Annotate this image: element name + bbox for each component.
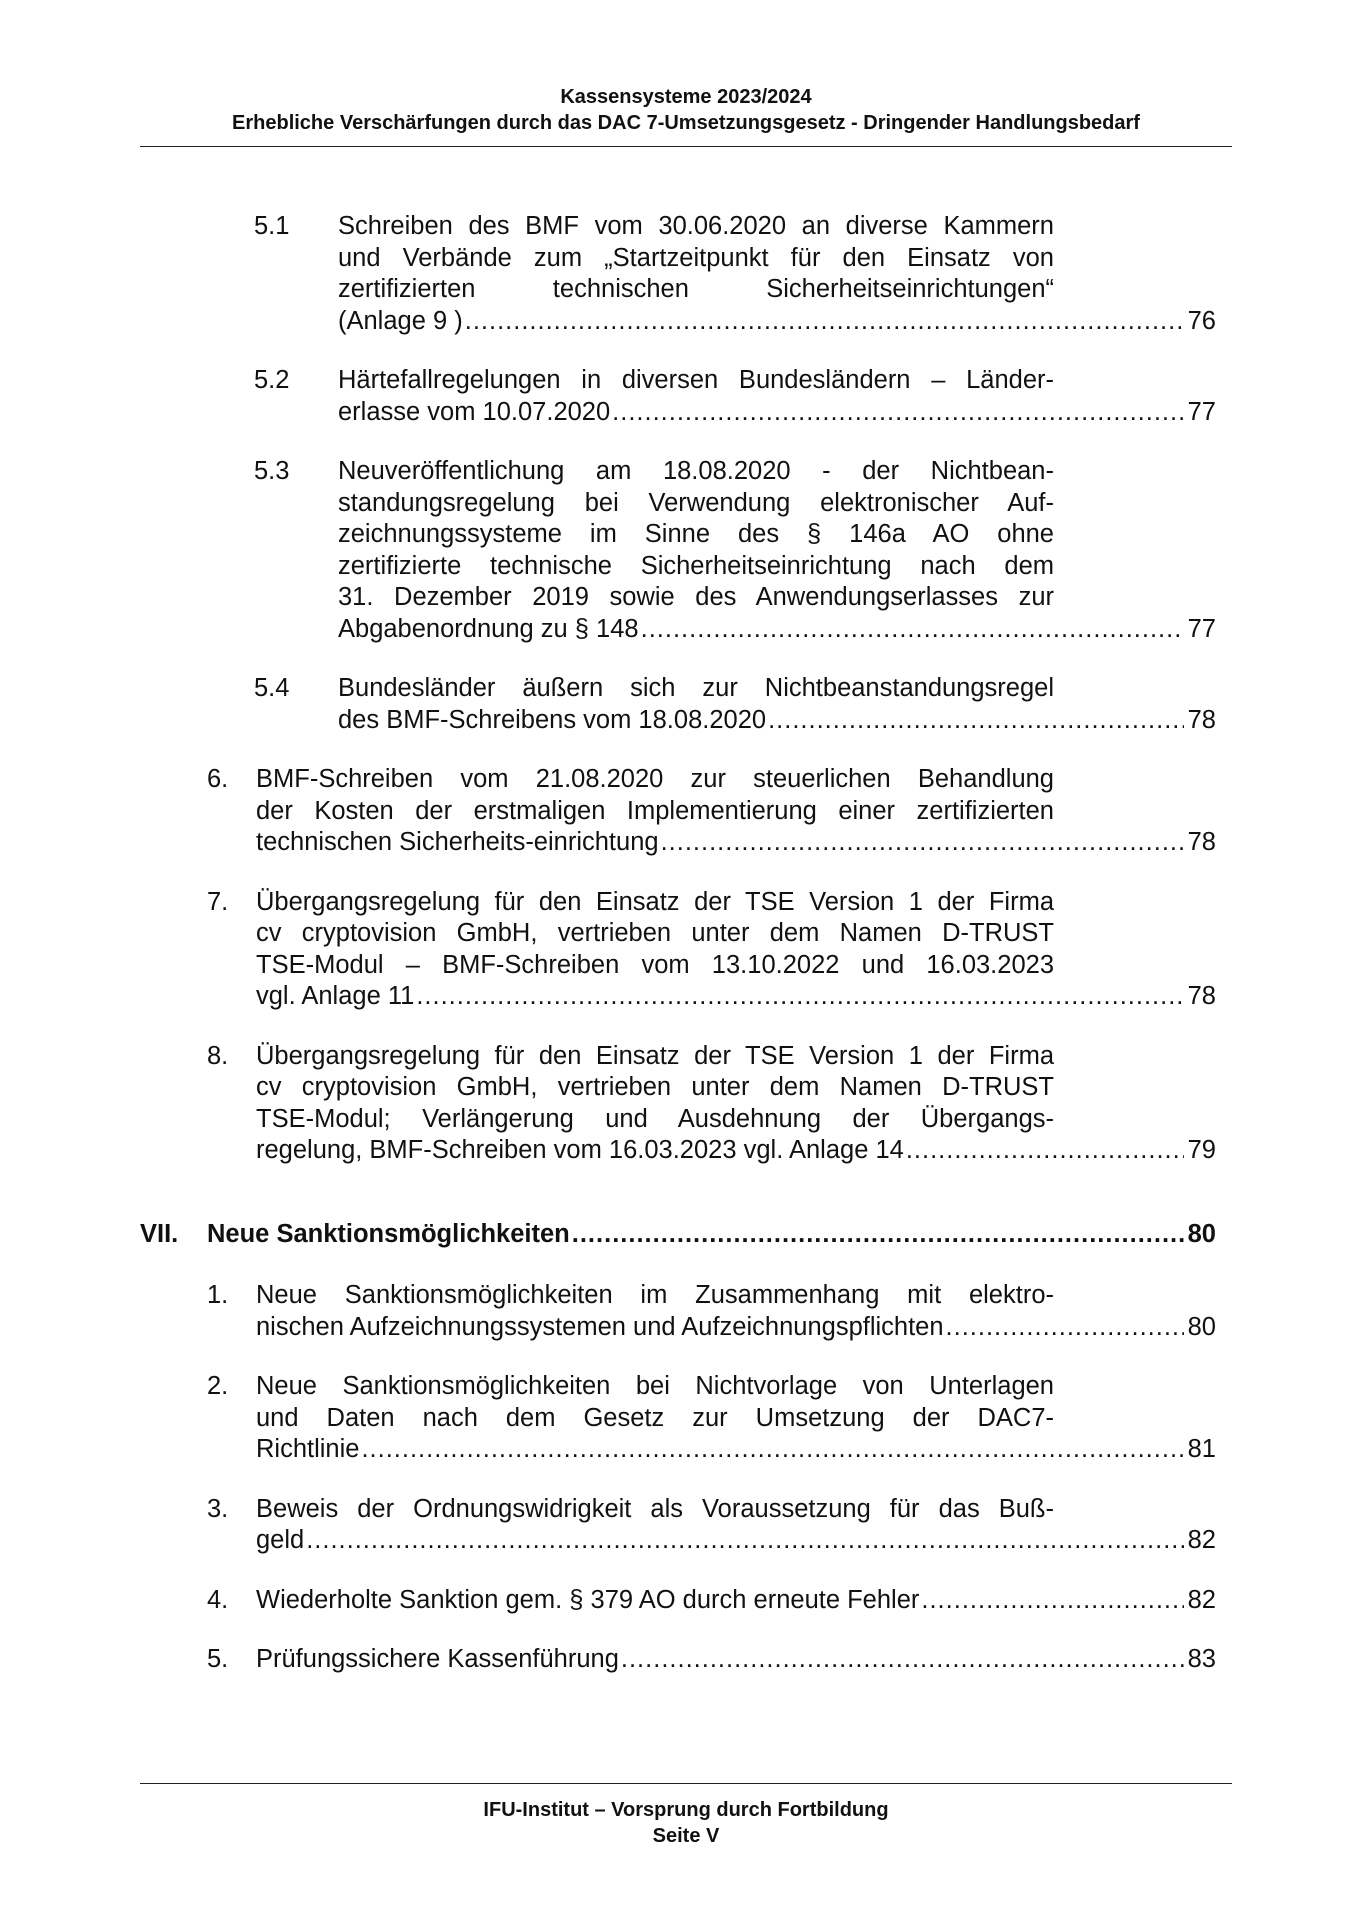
toc-number: 3. [207, 1494, 229, 1523]
toc-entry-7[interactable] [0, 887, 1358, 1013]
toc-section-vii[interactable] [0, 1219, 1358, 1251]
toc-page-number: 82 [1187, 1526, 1216, 1554]
toc-line: Neue Sanktionsmöglichkeiten im Zusammenhang mit elektro- [256, 1281, 1054, 1309]
toc-number: 8. [207, 1041, 229, 1070]
toc-line: zeichnungssysteme im Sinne des § 146a AO ohne [338, 520, 1054, 548]
toc-entry-vii-4[interactable] [0, 1585, 1358, 1617]
toc-line: Neue Sanktionsmöglichkeiten bei Nichtvorlage von Unterlagen [256, 1372, 1054, 1400]
toc-number: 7. [207, 887, 229, 916]
toc-page-number: 80 [1187, 1219, 1216, 1248]
toc-page-number: 79 [1187, 1136, 1216, 1164]
toc-entry-vii-2[interactable] [0, 1371, 1358, 1466]
dot-leader [416, 981, 1183, 1013]
toc-entry-6[interactable] [0, 764, 1358, 859]
toc-line: regelung, BMF-Schreiben vom 16.03.2023 vgl. Anlage 14 [256, 1136, 904, 1164]
toc-number: 5.2 [254, 366, 290, 394]
toc-section-number: VII. [140, 1219, 179, 1248]
toc-page-number: 82 [1187, 1585, 1216, 1614]
toc-page-number: 77 [1187, 397, 1216, 426]
toc-line: Schreiben des BMF vom 30.06.2020 an diverse Kammern [338, 212, 1054, 240]
dot-leader [465, 306, 1184, 338]
toc-line: der Kosten der erstmaligen Implementierung einer zertifizierten [256, 796, 1054, 825]
toc-line: geld [256, 1526, 305, 1554]
toc-entry-5-2[interactable] [0, 365, 1358, 428]
page-footer [140, 1797, 1232, 1849]
toc-line: Prüfungssichere Kassenführung [256, 1645, 619, 1673]
toc-line: Härtefallregelungen in diversen Bundesländern – Länder- [338, 366, 1054, 394]
footer-page-number: Seite V [652, 1825, 720, 1847]
toc-line: TSE-Modul – BMF-Schreiben vom 13.10.2022 und 16.03.2023 [256, 950, 1054, 979]
toc-entry-5-1[interactable] [0, 211, 1358, 337]
toc-page-number: 81 [1187, 1435, 1216, 1463]
toc-line: Beweis der Ordnungswidrigkeit als Voraussetzung für das Buß- [256, 1494, 1054, 1523]
toc-line: cv cryptovision GmbH, vertrieben unter dem Namen D-TRUST [256, 1073, 1054, 1101]
toc-entry-vii-1[interactable] [0, 1280, 1358, 1343]
dot-leader [921, 1585, 1183, 1617]
toc-number: 2. [207, 1372, 229, 1400]
toc-line: Neuveröffentlichung am 18.08.2020 - der Nichtbean- [338, 457, 1054, 485]
toc-number: 5.1 [254, 212, 290, 240]
toc-section-title: Neue Sanktionsmöglichkeiten [207, 1219, 570, 1248]
toc-line: Übergangsregelung für den Einsatz der TSE Version 1 der Firma [256, 887, 1054, 916]
toc-line: standungsregelung bei Verwendung elektronischer Auf- [338, 488, 1054, 517]
dot-leader [906, 1135, 1184, 1167]
toc-page-number: 78 [1187, 705, 1216, 734]
toc-line: Übergangsregelung für den Einsatz der TSE Version 1 der Firma [256, 1041, 1054, 1070]
toc-line: TSE-Modul; Verlängerung und Ausdehnung der Übergangs- [256, 1104, 1054, 1133]
header-title: Kassensysteme 2023/2024 [560, 86, 812, 108]
toc-number: 1. [207, 1281, 229, 1309]
toc-line: nischen Aufzeichnungssystemen und Aufzeichnungspflichten [256, 1312, 944, 1341]
toc-page-number: 83 [1187, 1645, 1216, 1673]
dot-leader [661, 827, 1184, 859]
dot-leader [946, 1312, 1184, 1344]
toc-page-number: 80 [1187, 1312, 1216, 1341]
dot-leader [612, 397, 1183, 429]
toc-number: 5. [207, 1645, 229, 1673]
toc-page-number: 77 [1187, 614, 1216, 643]
toc-line: zertifizierte technische Sicherheitseinrichtung nach dem [338, 551, 1054, 580]
toc-line: zertifizierten technischen Sicherheitseinrichtungen“ [338, 275, 1054, 303]
toc-entry-5-3[interactable] [0, 456, 1358, 645]
toc-line: (Anlage 9 ) [338, 306, 463, 335]
dot-leader [572, 1219, 1184, 1251]
toc-line: Wiederholte Sanktion gem. § 379 AO durch erneute Fehler [256, 1585, 920, 1614]
dot-leader [641, 614, 1184, 646]
toc-page-number: 78 [1187, 828, 1216, 856]
toc-number: 5.4 [254, 674, 290, 702]
dot-leader [621, 1644, 1184, 1676]
toc-line: erlasse vom 10.07.2020 [338, 397, 611, 426]
toc-line: Bundesländer äußern sich zur Nichtbeanstandungsregel [338, 674, 1054, 702]
dot-leader [306, 1525, 1183, 1557]
toc-number: 6. [207, 765, 229, 793]
dot-leader [361, 1434, 1183, 1466]
toc-entry-5-4[interactable] [0, 673, 1358, 736]
footer-institute: IFU-Institut – Vorsprung durch Fortbildung [483, 1799, 889, 1821]
table-of-contents [0, 211, 1358, 1704]
header-subtitle: Erhebliche Verschärfungen durch das DAC 7-Umsetzungsgesetz - Dringender Handlungsbedarf [232, 112, 1140, 134]
toc-page-number: 78 [1187, 982, 1216, 1010]
header-rule [140, 146, 1232, 147]
toc-page-number: 76 [1187, 306, 1216, 335]
toc-line: technischen Sicherheits-einrichtung [256, 828, 659, 856]
toc-entry-vii-3[interactable] [0, 1494, 1358, 1557]
toc-line: und Verbände zum „Startzeitpunkt für den Einsatz von [338, 243, 1054, 272]
toc-entry-8[interactable] [0, 1041, 1358, 1167]
toc-entry-vii-5[interactable] [0, 1644, 1358, 1676]
toc-line: vgl. Anlage 11 [256, 982, 415, 1010]
toc-line: Abgabenordnung zu § 148 [338, 614, 639, 643]
toc-line: cv cryptovision GmbH, vertrieben unter dem Namen D-TRUST [256, 919, 1054, 947]
toc-line: BMF-Schreiben vom 21.08.2020 zur steuerlichen Behandlung [256, 765, 1054, 793]
toc-line: und Daten nach dem Gesetz zur Umsetzung der DAC7- [256, 1403, 1054, 1432]
toc-number: 4. [207, 1585, 229, 1614]
dot-leader [768, 705, 1184, 737]
toc-number: 5.3 [254, 457, 290, 485]
toc-line: des BMF-Schreibens vom 18.08.2020 [338, 705, 767, 734]
toc-line: Richtlinie [256, 1435, 360, 1463]
page-header [140, 84, 1232, 136]
footer-rule [140, 1783, 1232, 1784]
toc-line: 31. Dezember 2019 sowie des Anwendungserlasses zur [338, 583, 1054, 611]
